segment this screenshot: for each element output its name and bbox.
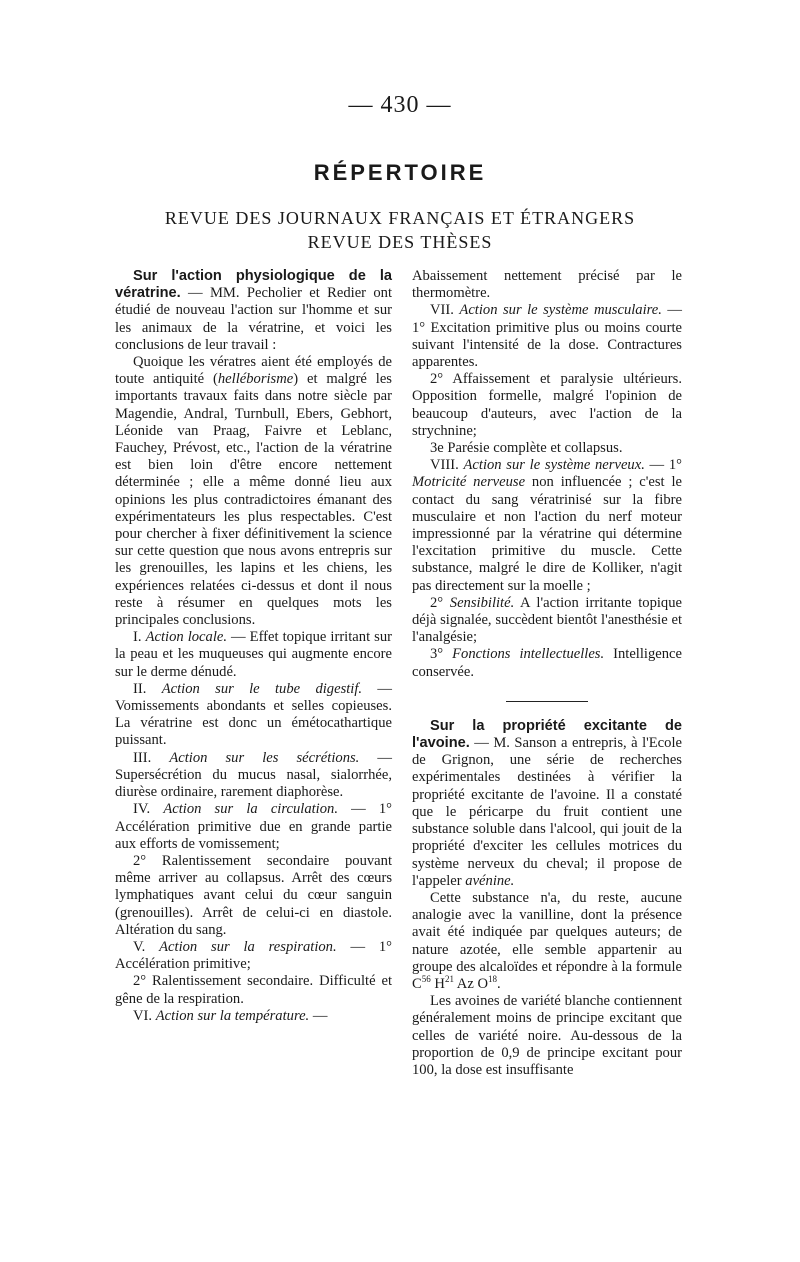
section-number: II.: [133, 680, 147, 697]
paragraph: 3e Parésie complète et collapsus.: [430, 440, 623, 457]
article-heading: Sur l'action physiologique de la vératrine.: [115, 268, 392, 302]
subtitle-journals: REVUE DES JOURNAUX FRANÇAIS ET ÉTRANGERS: [164, 208, 636, 228]
section-item: [115, 1008, 392, 1025]
section-number: IV.: [133, 801, 151, 818]
text: — Effet topique irritant sur la peau et les muqueuses qui augmente encore sur le derme dénudé.: [115, 629, 392, 680]
italic-term: helléborisme: [217, 371, 294, 388]
text: A l'action irritante topique déjà signalée, succèdent bientôt l'anesthésie et l'analgésie;: [412, 594, 682, 646]
paragraph: 2° Affaissement et paralysie ultérieurs. Opposition formelle, malgré l'opinion de beaucoup d'auteurs, avec l'action de la strychnine;: [412, 371, 682, 439]
page-number: — 430 —: [348, 92, 452, 118]
paragraph: 2° Ralentissement secondaire pouvant même arriver au collapsus. Arrêt des cœurs lymphatiques avant celui du cœur sanguin (grenouilles). Arrêt de celui-ci en diastole. Altération du sang.: [115, 852, 392, 938]
section-item: [412, 302, 682, 371]
paragraph: [115, 354, 392, 629]
text: Intelligence conservée.: [412, 646, 682, 680]
text: — M. Sanson a entrepris, à l'Ecole de Grignon, une série de recherches expérimentales destinées à vérifier la propriété excitante de l'avoine. Il a constaté que le péricarpe du fruit contient une substance soluble dans l'alcool, qui jouit de la propriété d'exciter les cellules motrices du système nerveux du cheval; il propose de l'appeler: [412, 735, 682, 889]
paragraph: Les avoines de variété blanche contiennent généralement moins de principe excitant que celles de variété noire. Au-dessous de la proportion de 0,9 de principe excitant pour 100, la dose est insuffisante: [412, 993, 682, 1078]
section-title-italic: Action locale.: [145, 629, 227, 646]
formula-subscript: 21: [444, 974, 454, 985]
text: Quoique les vératres aient été employés de toute antiquité (: [115, 354, 392, 388]
section-title-italic: Action sur la température.: [155, 1007, 310, 1024]
text: Cette substance n'a, du reste, aucune analogie avec la vanilline, dont la présence avait été indiquée par quelques auteurs; de nature azotée, elle semble appartenir au groupe des alcaloïdes et répondre à la formule C: [412, 889, 682, 992]
paragraph: [412, 890, 682, 993]
section-item: [115, 681, 392, 750]
section-title-italic: Action sur le tube digestif.: [161, 680, 363, 697]
text: — 1° Excitation primitive plus ou moins courte suivant l'intensité de la dose. Contractures apparentes.: [412, 302, 682, 371]
left-column: [115, 268, 392, 1025]
article-veratrine-intro: [115, 268, 392, 354]
section-title-italic: Action sur la respiration.: [159, 938, 337, 955]
text: Az O: [453, 975, 488, 992]
section-title-italic: Action sur le système nerveux.: [463, 457, 645, 474]
section-title-italic: Action sur le système musculaire.: [459, 302, 662, 319]
section-item: [115, 750, 392, 802]
section-number: V.: [133, 938, 146, 955]
paragraph: [412, 595, 682, 647]
section-divider: [506, 701, 588, 702]
text: — Supersécrétion du mucus nasal, sialorrhée, diurèse ordinaire, rarement diaphorèse.: [115, 749, 392, 801]
section-item: [115, 629, 392, 681]
section-item: [115, 801, 392, 853]
intro-text: — MM. Pecholier et Redier ont étudié de nouveau l'action sur l'homme et sur les animaux de la vératrine, et voici les conclusions de leur travail :: [115, 285, 392, 353]
text: H: [430, 975, 445, 992]
section-number: VI.: [133, 1007, 153, 1024]
section-number: VII.: [430, 302, 454, 319]
text: non influencée ; c'est le contact du sang vératrinisé sur la fibre musculaire et non l'action du nerf moteur impressionné par la vératrine qui détermine l'excitation primitive du muscle. Cette substance, malgré le dire de Kolliker, n'agit pas directement sur la moelle ;: [412, 474, 682, 594]
section-title-italic: Action sur les sécrétions.: [169, 749, 360, 766]
formula-subscript: 18: [488, 974, 497, 985]
section-item: [412, 457, 682, 595]
text: 2°: [430, 594, 450, 611]
formula-subscript: 56: [421, 974, 431, 985]
subsection-title-italic: Fonctions intellectuelles.: [452, 646, 605, 663]
article-heading: Sur la propriété excitante de l'avoine.: [412, 717, 682, 752]
section-title-italic: Action sur la circulation.: [163, 801, 338, 818]
article-avoine-intro: [412, 718, 682, 890]
section-number: III.: [133, 749, 152, 766]
section-item: [115, 939, 392, 973]
text: — Vomissements abondants et selles copieuses. La vératrine est donc un émétocathartique puissant.: [115, 680, 393, 749]
text: — 1°: [644, 457, 682, 474]
subtitle-theses: REVUE DES THÈSES: [307, 232, 493, 252]
italic-term: avénine.: [465, 872, 515, 889]
section-number: I.: [133, 629, 142, 646]
text: 3°: [430, 646, 453, 663]
paragraph: Abaissement nettement précisé par le thermomètre.: [412, 268, 682, 302]
section-title: RÉPERTOIRE: [313, 160, 487, 185]
section-number: VIII.: [430, 457, 459, 474]
subsection-title-italic: Motricité nerveuse: [412, 474, 526, 491]
subsection-title-italic: Sensibilité.: [449, 594, 515, 611]
text: .: [497, 975, 501, 992]
right-column: [412, 268, 682, 1079]
paragraph: [412, 646, 682, 680]
text: ) et malgré les importants travaux faits dans notre siècle par Magendie, Andral, Turnbull, Ebers, Gebhort, Léonide van Praag, Faivre et Leblanc, Fauchey, Prévost, etc., l'action de la vératrine est bien loin d'être encore nettement déterminée ; elle a même donné lieu aux opinions les plus contradictoires émanant des expérimentateurs les plus respectables. C'est pour chercher à fixer définitivement la science sur cette question que nous avons entrepris sur les grenouilles, les lapins et les chiens, les expériences relatées ci-dessus et dont il nous reste à résumer en quelques mots les principales conclusions.: [115, 371, 392, 629]
text: — 1° Accélération primitive due en grande partie aux efforts de vomissement;: [115, 801, 392, 852]
paragraph: 2° Ralentissement secondaire. Difficulté et gêne de la respiration.: [115, 973, 392, 1007]
text: —: [309, 1007, 328, 1024]
text: — 1° Accélération primitive;: [115, 938, 392, 973]
